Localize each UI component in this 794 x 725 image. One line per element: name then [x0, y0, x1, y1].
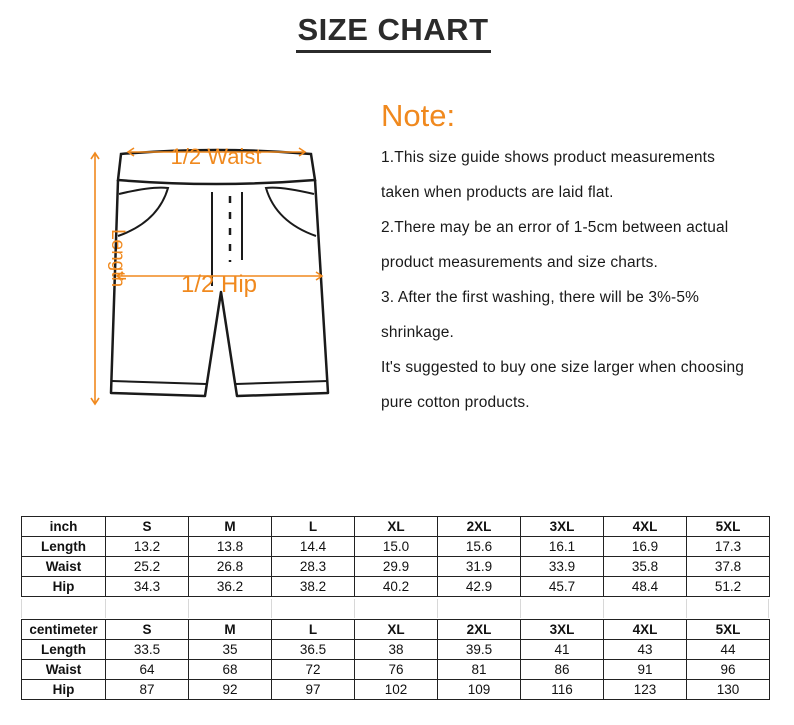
length-label: Length — [107, 228, 128, 288]
page-title: SIZE CHART — [296, 12, 491, 53]
table-cell: 39.5 — [438, 640, 521, 660]
table-cell: 45.7 — [521, 577, 604, 597]
table-cell: 16.9 — [604, 537, 687, 557]
table-header-row — [22, 517, 770, 537]
row-label: Waist — [22, 557, 106, 577]
table-cell: 36.2 — [189, 577, 272, 597]
table-cell: 25.2 — [106, 557, 189, 577]
table-cell: 14.4 — [272, 537, 355, 557]
note-line: product measurements and size charts. — [381, 254, 658, 271]
table-cell: 42.9 — [438, 577, 521, 597]
table-cell: 96 — [687, 660, 770, 680]
length-arrow — [91, 153, 99, 404]
left-hem — [112, 381, 206, 384]
size-header: XL — [355, 517, 438, 537]
table-cell: 86 — [521, 660, 604, 680]
table-cell: 51.2 — [687, 577, 770, 597]
table-cell: 13.2 — [106, 537, 189, 557]
table-cell: 17.3 — [687, 537, 770, 557]
table-cell: 16.1 — [521, 537, 604, 557]
table-cell: 68 — [189, 660, 272, 680]
table-cell: 31.9 — [438, 557, 521, 577]
table-cell: 35 — [189, 640, 272, 660]
table-row — [22, 577, 770, 597]
hip-label: 1/2 Hip — [180, 271, 258, 298]
note-line: shrinkage. — [381, 324, 455, 341]
table-cell: 64 — [106, 660, 189, 680]
table-spacer — [21, 599, 769, 618]
size-header: 5XL — [687, 517, 770, 537]
table-cell: 34.3 — [106, 577, 189, 597]
table-cell: 38.2 — [272, 577, 355, 597]
table-cell: 36.5 — [272, 640, 355, 660]
unit-cell: centimeter — [22, 620, 106, 640]
size-header: 2XL — [438, 517, 521, 537]
table-cell: 13.8 — [189, 537, 272, 557]
size-header: L — [272, 517, 355, 537]
table-cell: 40.2 — [355, 577, 438, 597]
size-header: S — [106, 517, 189, 537]
table-cell: 92 — [189, 680, 272, 700]
right-pocket — [266, 188, 316, 236]
table-cell: 44 — [687, 640, 770, 660]
cm-size-table — [21, 619, 770, 700]
note-title: Note: — [381, 98, 456, 133]
row-label: Length — [22, 640, 106, 660]
table-cell: 38 — [355, 640, 438, 660]
row-label: Hip — [22, 577, 106, 597]
table-row — [22, 537, 770, 557]
table-row — [22, 557, 770, 577]
table-cell: 130 — [687, 680, 770, 700]
table-cell: 116 — [521, 680, 604, 700]
table-cell: 29.9 — [355, 557, 438, 577]
size-header: M — [189, 620, 272, 640]
table-cell: 41 — [521, 640, 604, 660]
size-header: L — [272, 620, 355, 640]
table-header-row — [22, 620, 770, 640]
table-cell: 35.8 — [604, 557, 687, 577]
table-cell: 123 — [604, 680, 687, 700]
table-cell: 97 — [272, 680, 355, 700]
note-line: 1.This size guide shows product measurements — [381, 149, 715, 166]
table-cell: 15.0 — [355, 537, 438, 557]
table-cell: 102 — [355, 680, 438, 700]
table-row — [22, 640, 770, 660]
table-cell: 33.9 — [521, 557, 604, 577]
table-cell: 76 — [355, 660, 438, 680]
table-cell: 28.3 — [272, 557, 355, 577]
size-header: 3XL — [521, 620, 604, 640]
table-cell: 72 — [272, 660, 355, 680]
table-cell: 33.5 — [106, 640, 189, 660]
table-row — [22, 660, 770, 680]
row-label: Hip — [22, 680, 106, 700]
table-cell: 48.4 — [604, 577, 687, 597]
waist-label: 1/2 Waist — [170, 144, 262, 169]
size-header: M — [189, 517, 272, 537]
row-label: Waist — [22, 660, 106, 680]
size-header: 2XL — [438, 620, 521, 640]
note-line: It's suggested to buy one size larger when choosing — [381, 359, 745, 376]
table-cell: 91 — [604, 660, 687, 680]
table-cell: 87 — [106, 680, 189, 700]
size-header: S — [106, 620, 189, 640]
size-chart-header — [0, 12, 786, 53]
note-line: 3. After the first washing, there will be 3%-5% — [381, 289, 700, 306]
size-header: XL — [355, 620, 438, 640]
inch-size-table — [21, 516, 770, 597]
right-hem — [236, 381, 328, 384]
note-line: 2.There may be an error of 1-5cm between actual — [381, 219, 729, 236]
unit-cell: inch — [22, 517, 106, 537]
note-line: pure cotton products. — [381, 394, 530, 411]
size-header: 3XL — [521, 517, 604, 537]
table-cell: 26.8 — [189, 557, 272, 577]
table-cell: 15.6 — [438, 537, 521, 557]
size-header: 4XL — [604, 620, 687, 640]
note-list — [381, 140, 791, 420]
row-label: Length — [22, 537, 106, 557]
size-header: 5XL — [687, 620, 770, 640]
note-line: taken when products are laid flat. — [381, 184, 614, 201]
table-cell: 81 — [438, 660, 521, 680]
shorts-diagram — [80, 140, 340, 420]
table-cell: 109 — [438, 680, 521, 700]
size-header: 4XL — [604, 517, 687, 537]
table-row — [22, 680, 770, 700]
table-cell: 43 — [604, 640, 687, 660]
table-cell: 37.8 — [687, 557, 770, 577]
